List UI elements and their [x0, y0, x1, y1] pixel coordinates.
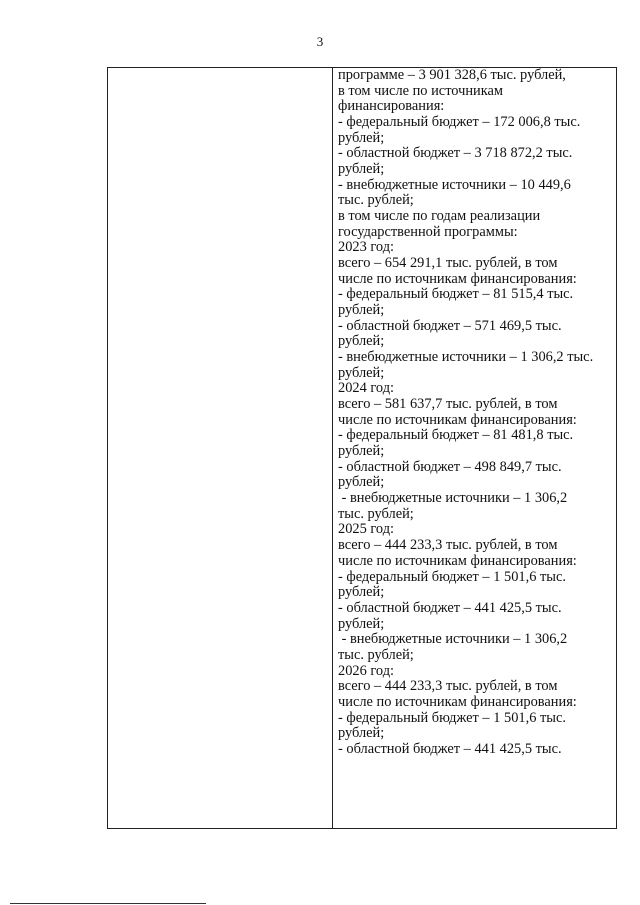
text-line: программе – 3 901 328,6 тыс. рублей,: [338, 68, 566, 83]
text-line: числе по источникам финансирования:: [338, 694, 577, 710]
text-line: - федеральный бюджет – 172 006,8 тыс.: [338, 115, 581, 131]
text-line: рублей;: [338, 365, 385, 381]
page-number: 3: [316, 34, 324, 49]
text-line: в том числе по годам реализации: [338, 209, 541, 225]
text-line: рублей;: [338, 616, 385, 632]
text-line: 2023 год:: [338, 240, 395, 256]
text-line: - областной бюджет – 441 425,5 тыс.: [338, 741, 562, 757]
text-line: - внебюджетные источники – 1 306,2 тыс.: [338, 350, 594, 366]
text-line: - федеральный бюджет – 1 501,6 тыс.: [338, 710, 566, 726]
table-cell-right: [333, 68, 617, 829]
text-line: - областной бюджет – 441 425,5 тыс.: [338, 600, 562, 616]
text-line: - областной бюджет – 498 849,7 тыс.: [338, 459, 562, 475]
text-line: 2025 год:: [338, 522, 395, 538]
text-line: в том числе по источникам: [338, 83, 504, 99]
text-line: - внебюджетные источники – 1 306,2: [338, 632, 568, 648]
text-line: рублей;: [338, 334, 385, 350]
text-line: рублей;: [338, 130, 385, 146]
text-line: - областной бюджет – 3 718 872,2 тыс.: [338, 146, 573, 162]
text-line: числе по источникам финансирования:: [338, 553, 577, 569]
text-line: 2024 год:: [338, 381, 395, 397]
text-line: всего – 654 291,1 тыс. рублей, в том: [338, 256, 558, 272]
text-line: тыс. рублей;: [338, 647, 414, 663]
funding-table: [107, 67, 617, 829]
table-cell-left: [108, 68, 333, 829]
text-line: - федеральный бюджет – 81 515,4 тыс.: [338, 287, 574, 303]
text-line: рублей;: [338, 475, 385, 491]
text-line: - федеральный бюджет – 81 481,8 тыс.: [338, 428, 574, 444]
text-line: рублей;: [338, 303, 385, 319]
text-line: - внебюджетные источники – 10 449,6: [338, 177, 571, 193]
text-line: финансирования:: [338, 99, 445, 115]
text-line: тыс. рублей;: [338, 193, 414, 209]
table-row: [108, 68, 617, 829]
text-line: рублей;: [338, 162, 385, 178]
text-line: - областной бюджет – 571 469,5 тыс.: [338, 318, 562, 334]
text-line: числе по источникам финансирования:: [338, 412, 577, 428]
text-line: - внебюджетные источники – 1 306,2: [338, 491, 568, 507]
text-line: рублей;: [338, 726, 385, 742]
footnote-separator: [10, 903, 206, 904]
text-line: всего – 444 233,3 тыс. рублей, в том: [338, 538, 558, 554]
text-line: - федеральный бюджет – 1 501,6 тыс.: [338, 569, 566, 585]
text-line: всего – 444 233,3 тыс. рублей, в том: [338, 679, 558, 695]
text-line: тыс. рублей;: [338, 506, 414, 522]
text-line: рублей;: [338, 585, 385, 601]
text-line: 2026 год:: [338, 663, 395, 679]
text-line: всего – 581 637,7 тыс. рублей, в том: [338, 397, 558, 413]
text-line: рублей;: [338, 444, 385, 460]
text-line: числе по источникам финансирования:: [338, 271, 577, 287]
text-line: государственной программы:: [338, 224, 518, 240]
